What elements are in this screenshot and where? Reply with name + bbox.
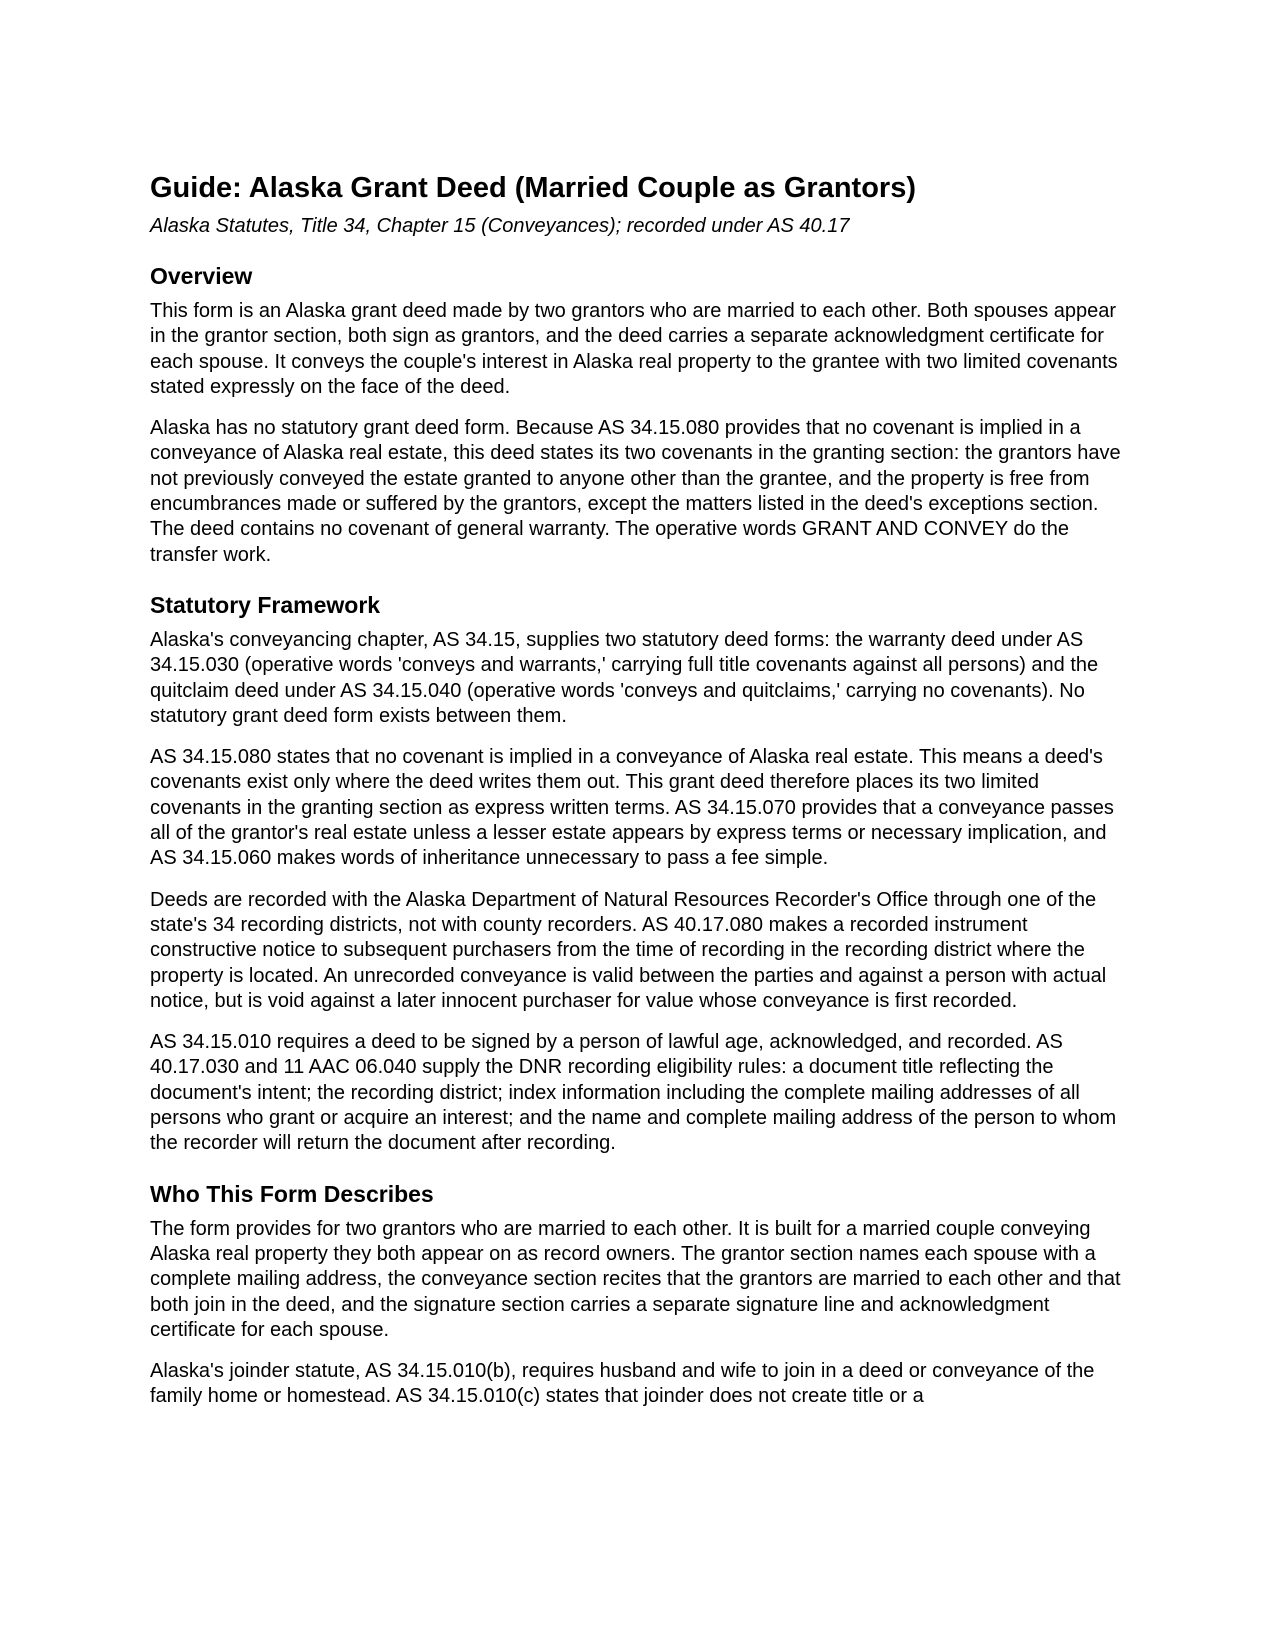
document-title: Guide: Alaska Grant Deed (Married Couple as Grantors) [150, 172, 916, 204]
paragraph: This form is an Alaska grant deed made by two grantors who are married to each other. Both spouses appear in the grantor section, both sign as grantors, and the deed carries a separate acknowledgment certificate for each spouse. It conveys the couple's interest in Alaska real property to the grantee with two limited covenants stated expressly on the face of the deed. [150, 300, 1118, 398]
paragraph: Deeds are recorded with the Alaska Department of Natural Resources Recorder's Office through one of the state's 34 recording districts, not with county recorders. AS 40.17.080 makes a recorded instrument constructive notice to subsequent purchasers from the time of recording in the recording district where the property is located. An unrecorded conveyance is valid between the parties and against a person with actual notice, but is void against a later innocent purchaser for value whose conveyance is first recorded. [150, 888, 1107, 1012]
document-subtitle: Alaska Statutes, Title 34, Chapter 15 (Conveyances); recorded under AS 40.17 [150, 215, 850, 237]
section-statutory-framework [150, 591, 1130, 1157]
paragraph: Alaska's joinder statute, AS 34.15.010(b), requires husband and wife to join in a deed or conveyance of the family home or homestead. AS 34.15.010(c) states that joinder does not create title or a [150, 1360, 1095, 1408]
section-heading: Statutory Framework [150, 591, 381, 618]
document-page [150, 170, 1130, 1410]
section-heading: Overview [150, 263, 253, 289]
section-who-this-form-describes [150, 1180, 1130, 1410]
section-heading: Who This Form Describes [150, 1180, 434, 1207]
paragraph: Alaska has no statutory grant deed form. Because AS 34.15.080 provides that no covenant is implied in a conveyance of Alaska real estate, this deed states its two covenants in the granting section: the grantors have not previously conveyed the estate granted to anyone other than the grantee, and the property is free from encumbrances made or suffered by the grantors, except the matters listed in the deed's exceptions section. The deed contains no covenant of general warranty. The operative words GRANT AND CONVEY do the transfer work. [150, 417, 1121, 566]
paragraph: AS 34.15.080 states that no covenant is implied in a conveyance of Alaska real estate. This means a deed's covenants exist only where the deed writes them out. This grant deed therefore places its two limited covenants in the granting section as express written terms. AS 34.15.070 provides that a conveyance passes all of the grantor's real estate unless a lesser estate appears by express terms or necessary implication, and AS 34.15.060 makes words of inheritance unnecessary to pass a fee simple. [150, 746, 1114, 870]
section-overview [150, 262, 1130, 568]
paragraph: AS 34.15.010 requires a deed to be signed by a person of lawful age, acknowledged, and recorded. AS 40.17.030 and 11 AAC 06.040 supply the DNR recording eligibility rules: a document title reflecting the document's intent; the recording district; index information including the complete mailing addresses of all persons who grant or acquire an interest; and the name and complete mailing address of the person to whom the recorder will return the document after recording. [150, 1031, 1117, 1155]
paragraph: The form provides for two grantors who are married to each other. It is built for a married couple conveying Alaska real property they both appear on as record owners. The grantor section names each spouse with a complete mailing address, the conveyance section recites that the grantors are married to each other and that both join in the deed, and the signature section carries a separate signature line and acknowledgment certificate for each spouse. [150, 1217, 1121, 1341]
paragraph: Alaska's conveyancing chapter, AS 34.15, supplies two statutory deed forms: the warranty deed under AS 34.15.030 (operative words 'conveys and warrants,' carrying full title covenants against all persons) and the quitclaim deed under AS 34.15.040 (operative words 'conveys and quitclaims,' carrying no covenants). No statutory grant deed form exists between them. [150, 628, 1099, 727]
